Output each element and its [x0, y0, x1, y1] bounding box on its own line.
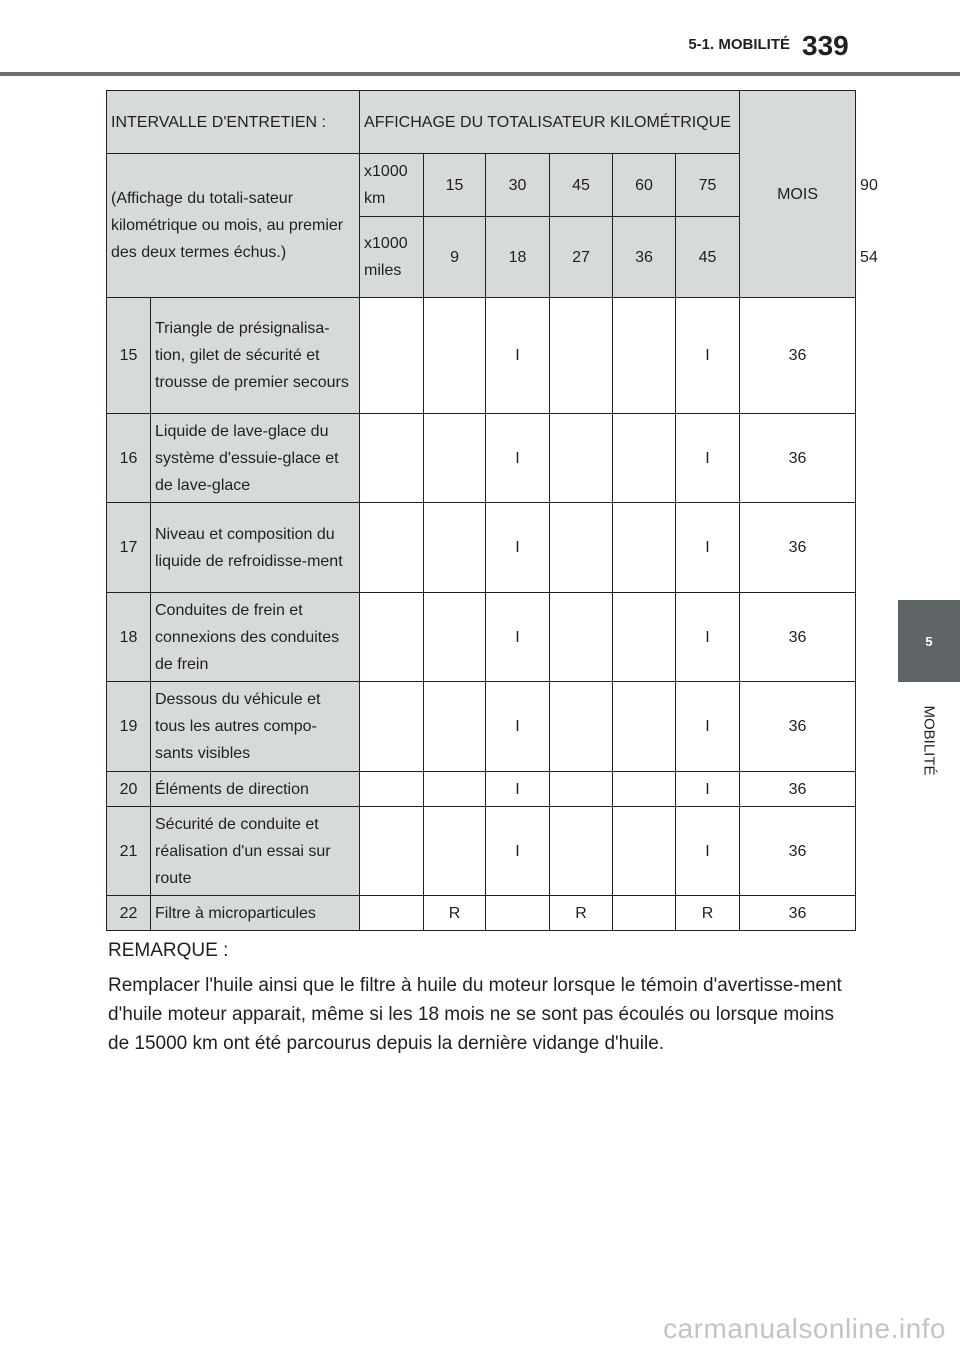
km-value-cell: 75 — [676, 154, 740, 217]
page-number: 339 — [802, 30, 849, 61]
interval-cell — [613, 414, 676, 503]
item-number-cell: 21 — [107, 807, 151, 896]
interval-cell — [613, 807, 676, 896]
header-divider — [0, 72, 960, 76]
chapter-label-text: MOBILITÉ — [920, 704, 938, 776]
months-header-cell: MOIS — [740, 91, 856, 298]
interval-cell: I — [676, 298, 740, 414]
interval-cell: I — [676, 772, 740, 807]
interval-cell — [360, 414, 424, 503]
interval-cell — [550, 298, 613, 414]
notes-block — [108, 936, 848, 1058]
table-row — [107, 298, 856, 414]
interval-cell — [613, 298, 676, 414]
interval-cell — [613, 896, 676, 931]
interval-cell — [360, 298, 424, 414]
table-row — [107, 772, 856, 807]
item-label-cell: Sécurité de conduite et réalisation d'un essai sur route — [151, 807, 360, 896]
interval-cell — [550, 807, 613, 896]
interval-cell: I — [486, 414, 550, 503]
miles-row: x1000 miles 9 18 27 36 45 54 — [107, 217, 856, 298]
interval-cell — [360, 682, 424, 772]
interval-cell — [550, 772, 613, 807]
interval-cell: R — [424, 896, 486, 931]
chapter-number: 5 — [925, 633, 933, 649]
km-unit-cell: x1000 km — [360, 154, 424, 217]
item-label-cell: Liquide de lave-glace du système d'essuie-glace et de lave-glace — [151, 414, 360, 503]
interval-cell: I — [676, 682, 740, 772]
interval-cell — [360, 593, 424, 682]
item-label-cell: Triangle de présignalisa-tion, gilet de sécurité et trousse de premier secours — [151, 298, 360, 414]
interval-cell — [550, 503, 613, 593]
km-value-cell: 30 — [486, 154, 550, 217]
maintenance-schedule-table — [106, 90, 878, 931]
interval-cell: R — [550, 896, 613, 931]
interval-cell: I — [676, 593, 740, 682]
interval-cell — [360, 896, 424, 931]
interval-cell: R — [676, 896, 740, 931]
km-value-cell: 60 — [613, 154, 676, 217]
item-label-cell: Dessous du véhicule et tous les autres compo-sants visibles — [151, 682, 360, 772]
interval-cell — [613, 503, 676, 593]
odometer-header-cell: AFFICHAGE DU TOTALISATEUR KILOMÉTRIQUE — [360, 91, 740, 154]
months-cell: 36 — [740, 807, 856, 896]
interval-cell — [550, 682, 613, 772]
condition-note-cell: (Affichage du totali-sateur kilométrique ou mois, au premier des deux termes échus.) — [107, 154, 360, 298]
section-title: 5-1. MOBILITÉ — [688, 36, 790, 53]
mile-value-cell: 45 — [676, 217, 740, 298]
months-cell: 36 — [740, 298, 856, 414]
table-row — [107, 593, 856, 682]
table-row — [107, 807, 856, 896]
item-number-cell: 17 — [107, 503, 151, 593]
months-cell: 36 — [740, 503, 856, 593]
notes-title: REMARQUE : — [108, 940, 229, 961]
mile-value-cell: 9 — [424, 217, 486, 298]
item-number-cell: 16 — [107, 414, 151, 503]
chapter-tab — [898, 600, 960, 682]
interval-cell — [550, 414, 613, 503]
interval-cell: I — [486, 772, 550, 807]
interval-cell — [550, 593, 613, 682]
mile-value-cell: 27 — [550, 217, 613, 298]
interval-cell: I — [676, 503, 740, 593]
interval-cell: I — [486, 807, 550, 896]
interval-cell: I — [486, 298, 550, 414]
item-number-cell: 18 — [107, 593, 151, 682]
interval-cell — [360, 503, 424, 593]
km-value-cell: 15 — [424, 154, 486, 217]
interval-cell: I — [676, 414, 740, 503]
table-row — [107, 503, 856, 593]
chapter-side-label — [898, 690, 960, 790]
item-label-cell: Éléments de direction — [151, 772, 360, 807]
interval-cell — [424, 298, 486, 414]
item-label-cell: Filtre à microparticules — [151, 896, 360, 931]
table-row — [107, 896, 856, 931]
interval-label-cell: INTERVALLE D'ENTRETIEN : — [107, 91, 360, 154]
months-cell: 36 — [740, 682, 856, 772]
interval-cell — [424, 682, 486, 772]
interval-cell: I — [486, 593, 550, 682]
interval-cell — [424, 807, 486, 896]
interval-cell — [360, 772, 424, 807]
months-cell: 36 — [740, 772, 856, 807]
interval-cell — [424, 503, 486, 593]
interval-cell — [424, 414, 486, 503]
item-number-cell: 19 — [107, 682, 151, 772]
months-cell: 36 — [740, 896, 856, 931]
table-row — [107, 682, 856, 772]
months-cell: 36 — [740, 593, 856, 682]
interval-cell — [424, 593, 486, 682]
interval-cell — [486, 896, 550, 931]
interval-cell: I — [486, 682, 550, 772]
interval-cell — [360, 807, 424, 896]
months-cell: 36 — [740, 414, 856, 503]
notes-body: Remplacer l'huile ainsi que le filtre à huile du moteur lorsque le témoin d'avertisse-ment d'huile moteur apparait, même si les 18 mois ne se sont pas écoulés ou lorsque moins de 15000 km ont été parcourus depuis la dernière vidange d'huile. — [108, 975, 842, 1054]
km-value-cell: 45 — [550, 154, 613, 217]
table-row — [107, 414, 856, 503]
interval-cell — [613, 593, 676, 682]
interval-cell: I — [676, 807, 740, 896]
mile-value-cell: 36 — [613, 217, 676, 298]
item-label-cell: Niveau et composition du liquide de refroidisse-ment — [151, 503, 360, 593]
item-label-cell: Conduites de frein et connexions des conduites de frein — [151, 593, 360, 682]
interval-cell — [613, 772, 676, 807]
item-number-cell: 20 — [107, 772, 151, 807]
table-header-row — [107, 91, 856, 154]
miles-unit-cell: x1000 miles — [360, 217, 424, 298]
watermark-text: carmanualsonline.info — [663, 1313, 946, 1344]
interval-cell — [613, 682, 676, 772]
item-number-cell: 22 — [107, 896, 151, 931]
interval-cell — [424, 772, 486, 807]
interval-cell: I — [486, 503, 550, 593]
km-row: (Affichage du totali-sateur kilométrique ou mois, au premier des deux termes échus.) x1000 km 15 30 45 60 75 90 — [107, 154, 856, 217]
mile-value-cell: 18 — [486, 217, 550, 298]
item-number-cell: 15 — [107, 298, 151, 414]
